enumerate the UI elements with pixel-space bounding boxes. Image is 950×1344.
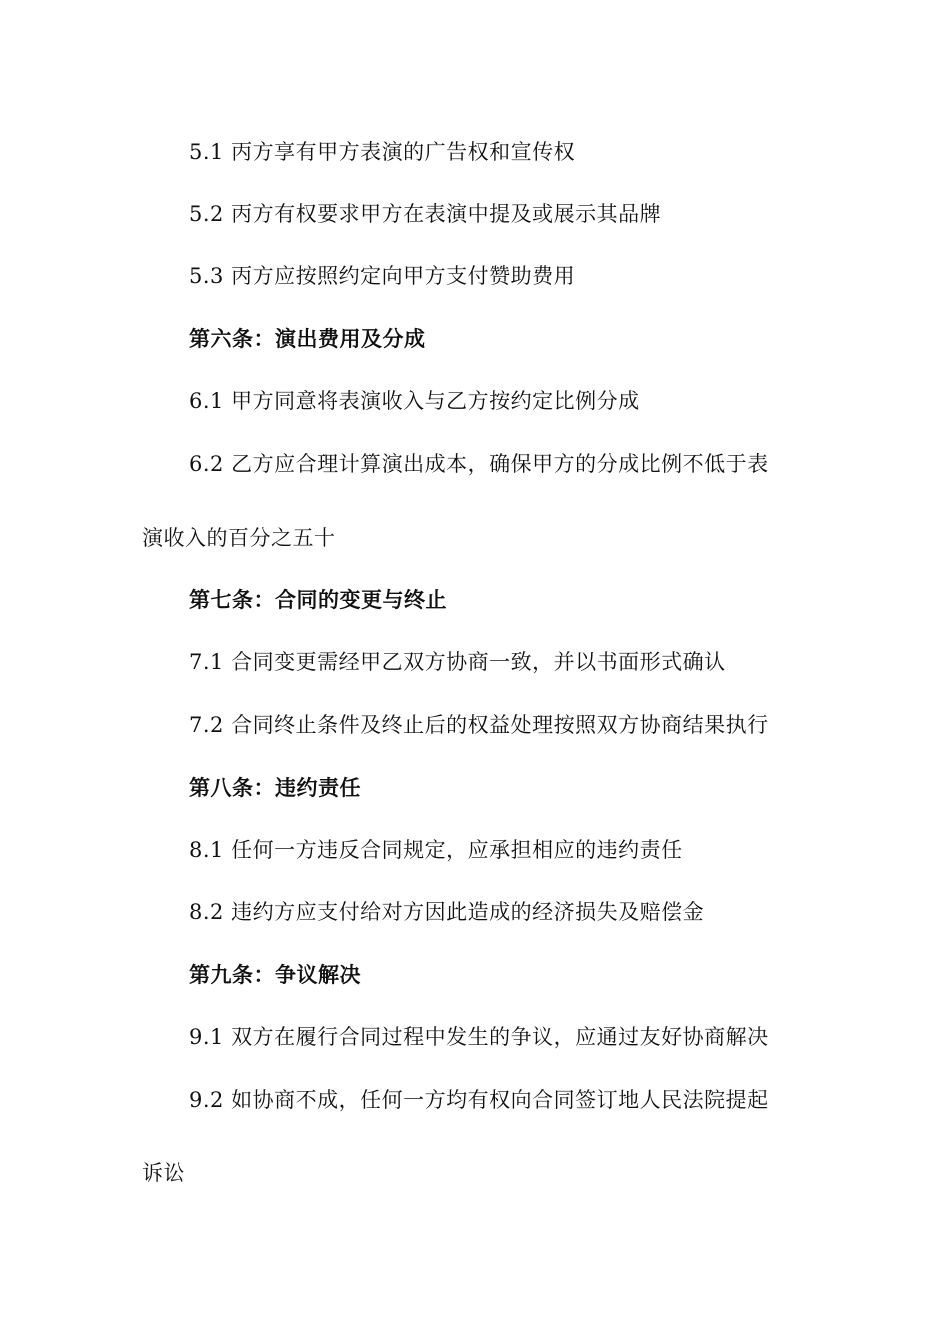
article-9-heading: 第九条：争议解决 <box>189 963 361 987</box>
clause-9-1: 9.1 双方在履行合同过程中发生的争议，应通过友好协商解决 <box>189 1025 769 1049</box>
clause-5-3: 5.3 丙方应按照约定向甲方支付赞助费用 <box>189 264 576 288</box>
article-8-heading: 第八条：违约责任 <box>189 776 361 800</box>
clause-6-2: 6.2 乙方应合理计算演出成本，确保甲方的分成比例不低于表 <box>189 452 769 476</box>
clause-5-1: 5.1 丙方享有甲方表演的广告权和宣传权 <box>189 140 576 164</box>
clause-7-2: 7.2 合同终止条件及终止后的权益处理按照双方协商结果执行 <box>189 713 769 737</box>
article-7-heading: 第七条：合同的变更与终止 <box>189 588 447 612</box>
clause-6-1: 6.1 甲方同意将表演收入与乙方按约定比例分成 <box>189 389 640 413</box>
clause-8-1: 8.1 任何一方违反合同规定，应承担相应的违约责任 <box>189 838 683 862</box>
clause-9-2-continuation: 诉讼 <box>142 1161 185 1185</box>
article-6-heading: 第六条：演出费用及分成 <box>189 327 426 351</box>
clause-6-2-continuation: 演收入的百分之五十 <box>142 526 336 550</box>
clause-9-2: 9.2 如协商不成，任何一方均有权向合同签订地人民法院提起 <box>189 1088 769 1112</box>
clause-5-2: 5.2 丙方有权要求甲方在表演中提及或展示其品牌 <box>189 202 662 226</box>
clause-8-2: 8.2 违约方应支付给对方因此造成的经济损失及赔偿金 <box>189 900 705 924</box>
clause-7-1: 7.1 合同变更需经甲乙双方协商一致，并以书面形式确认 <box>189 650 726 674</box>
